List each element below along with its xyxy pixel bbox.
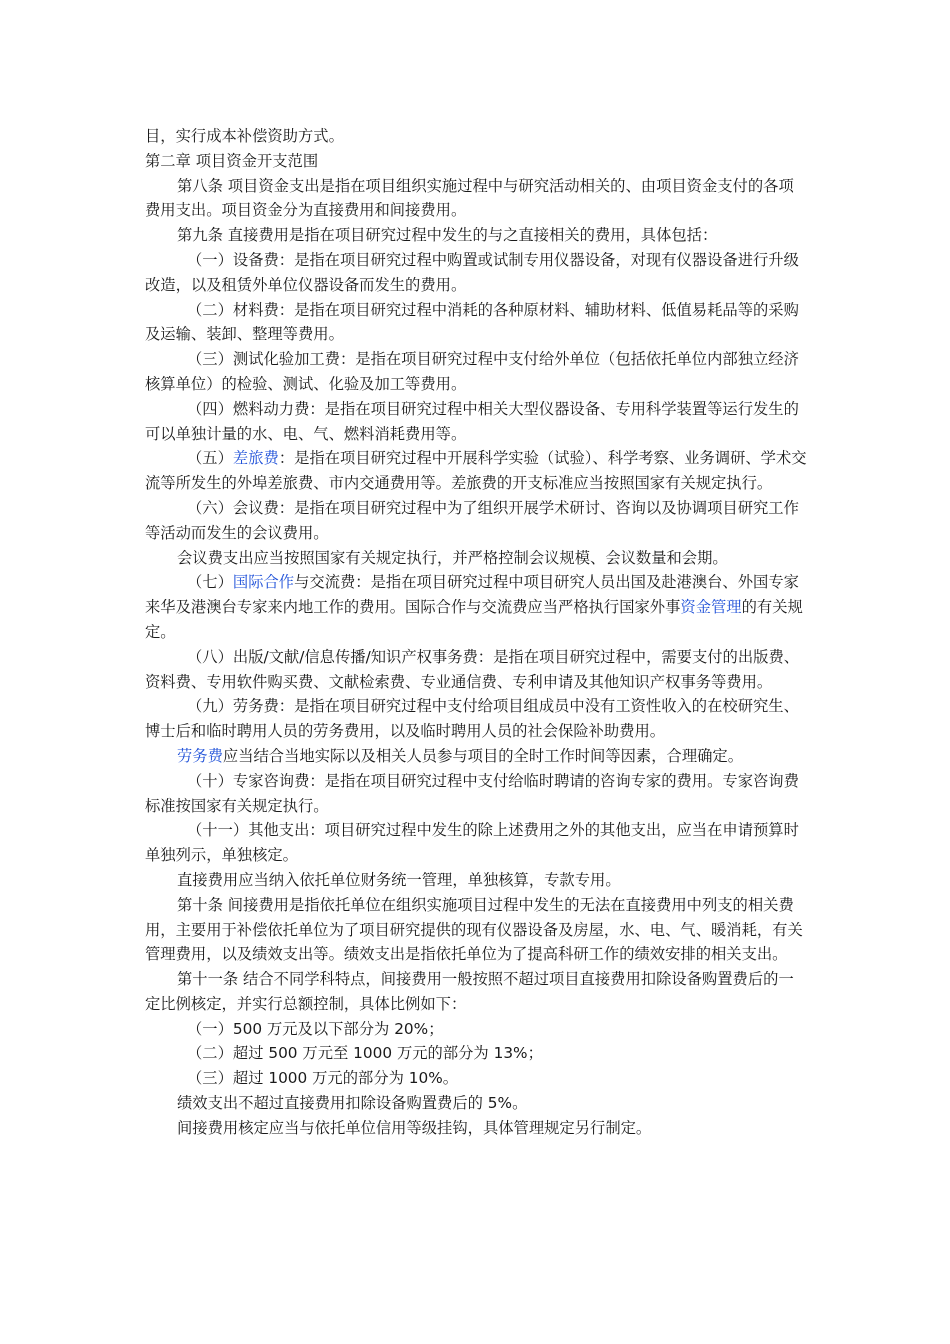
- meeting-fee-note: 会议费支出应当按照国家有关规定执行，并严格控制会议规模、会议数量和会期。: [177, 548, 728, 567]
- item-meeting-fee: （六）会议费：是指在项目研究过程中为了组织开展学术研讨、咨询以及协调项目研究工作等活动而发生的会议费用。: [145, 498, 799, 542]
- ratio-item-2: （二）超过 500 万元至 1000 万元的部分为 13%；: [187, 1044, 543, 1063]
- ratio-item-3: （三）超过 1000 万元的部分为 10%。: [187, 1069, 459, 1088]
- item-travel-fee-text: ：是指在项目研究过程中开展科学实验（试验）、科学考察、业务调研、学术交流等所发生的外埠差旅费、市内交通费用等。差旅费的开支标准应当按照国家有关规定执行。: [145, 449, 807, 493]
- item-labor-fee: （九）劳务费：是指在项目研究过程中支付给项目组成员中没有工资性收入的在校研究生、博士后和临时聘用人员的劳务费用，以及临时聘用人员的社会保险补助费用。: [145, 697, 799, 741]
- item-testing-fee: （三）测试化验加工费：是指在项目研究过程中支付给外单位（包括依托单位内部独立经济核算单位）的检验、测试、化验及加工等费用。: [145, 350, 799, 393]
- labor-fee-note: [145, 744, 809, 769]
- item-other-expenses: （十一）其他支出：项目研究过程中发生的除上述费用之外的其他支出，应当在申请预算时单独列示，单独核定。: [145, 821, 799, 865]
- ratio-item-1: （一）500 万元及以下部分为 20%；: [187, 1019, 444, 1038]
- labor-fee-link[interactable]: 劳务费: [177, 746, 223, 765]
- fund-management-link[interactable]: 资金管理: [680, 598, 742, 617]
- document-page: [145, 124, 809, 1141]
- item-intl-suffix: 的有关规定。: [145, 598, 803, 641]
- direct-cost-note: 直接费用应当纳入依托单位财务统一管理，单独核算，专款专用。: [177, 870, 621, 889]
- article-8: 第八条 项目资金支出是指在项目组织实施过程中与研究活动相关的、由项目资金支付的各项费用支出。项目资金分为直接费用和间接费用。: [145, 176, 794, 220]
- intl-cooperation-link[interactable]: 国际合作: [232, 573, 295, 592]
- item-intl-cooperation-fee: [145, 570, 809, 644]
- item-equipment-fee: （一）设备费：是指在项目研究过程中购置或试制专用仪器设备，对现有仪器设备进行升级改造，以及租赁外单位仪器设备而发生的费用。: [145, 250, 799, 294]
- item-intl-text: 与交流费：是指在项目研究过程中项目研究人员出国及赴港澳台、外国专家来华及港澳台专家来内地工作的费用。国际合作与交流费应当严格执行国家外事: [145, 573, 799, 617]
- item-expert-fee: （十）专家咨询费：是指在项目研究过程中支付给临时聘请的咨询专家的费用。专家咨询费标准按国家有关规定执行。: [145, 771, 799, 815]
- article-10: 第十条 间接费用是指依托单位在组织实施项目过程中发生的无法在直接费用中列支的相关费用，主要用于补偿依托单位为了项目研究提供的现有仪器设备及房屋，水、电、气、暖消耗，有关管理费用，以及绩效支出等。绩效支出是指依托单位为了提高科研工作的绩效安排的相关支出。: [145, 895, 803, 964]
- chapter-2-heading: 第二章 项目资金开支范围: [145, 151, 319, 170]
- item-travel-fee: [145, 446, 809, 496]
- item-publication-fee: （八）出版/文献/信息传播/知识产权事务费：是指在项目研究过程中，需要支付的出版费、资料费、专用软件购买费、文献检索费、专业通信费、专利申请及其他知识产权事务等费用。: [145, 647, 800, 691]
- item-travel-fee-prefix: （五）: [187, 449, 233, 468]
- indirect-cost-note: 间接费用核定应当与依托单位信用等级挂钩，具体管理规定另行制定。: [177, 1118, 652, 1137]
- item-fuel-power-fee: （四）燃料动力费：是指在项目研究过程中相关大型仪器设备、专用科学装置等运行发生的可以单独计量的水、电、气、燃料消耗费用等。: [145, 399, 799, 443]
- labor-fee-note-text: 应当结合当地实际以及相关人员参与项目的全时工作时间等因素，合理确定。: [222, 746, 744, 765]
- article-11: 第十一条 结合不同学科特点，间接费用一般按照不超过项目直接费用扣除设备购置费后的一定比例核定，并实行总额控制，具体比例如下：: [145, 970, 794, 1013]
- article-9: 第九条 直接费用是指在项目研究过程中发生的与之直接相关的费用，具体包括：: [177, 226, 718, 245]
- paragraph-fund-method: 目，实行成本补偿资助方式。: [145, 127, 344, 145]
- item-intl-prefix: （七）: [187, 573, 233, 592]
- travel-fee-link[interactable]: 差旅费: [232, 449, 279, 468]
- item-material-fee: （二）材料费：是指在项目研究过程中消耗的各种原材料、辅助材料、低值易耗品等的采购及运输、装卸、整理等费用。: [145, 300, 799, 344]
- performance-note: 绩效支出不超过直接费用扣除设备购置费后的 5%。: [177, 1094, 528, 1113]
